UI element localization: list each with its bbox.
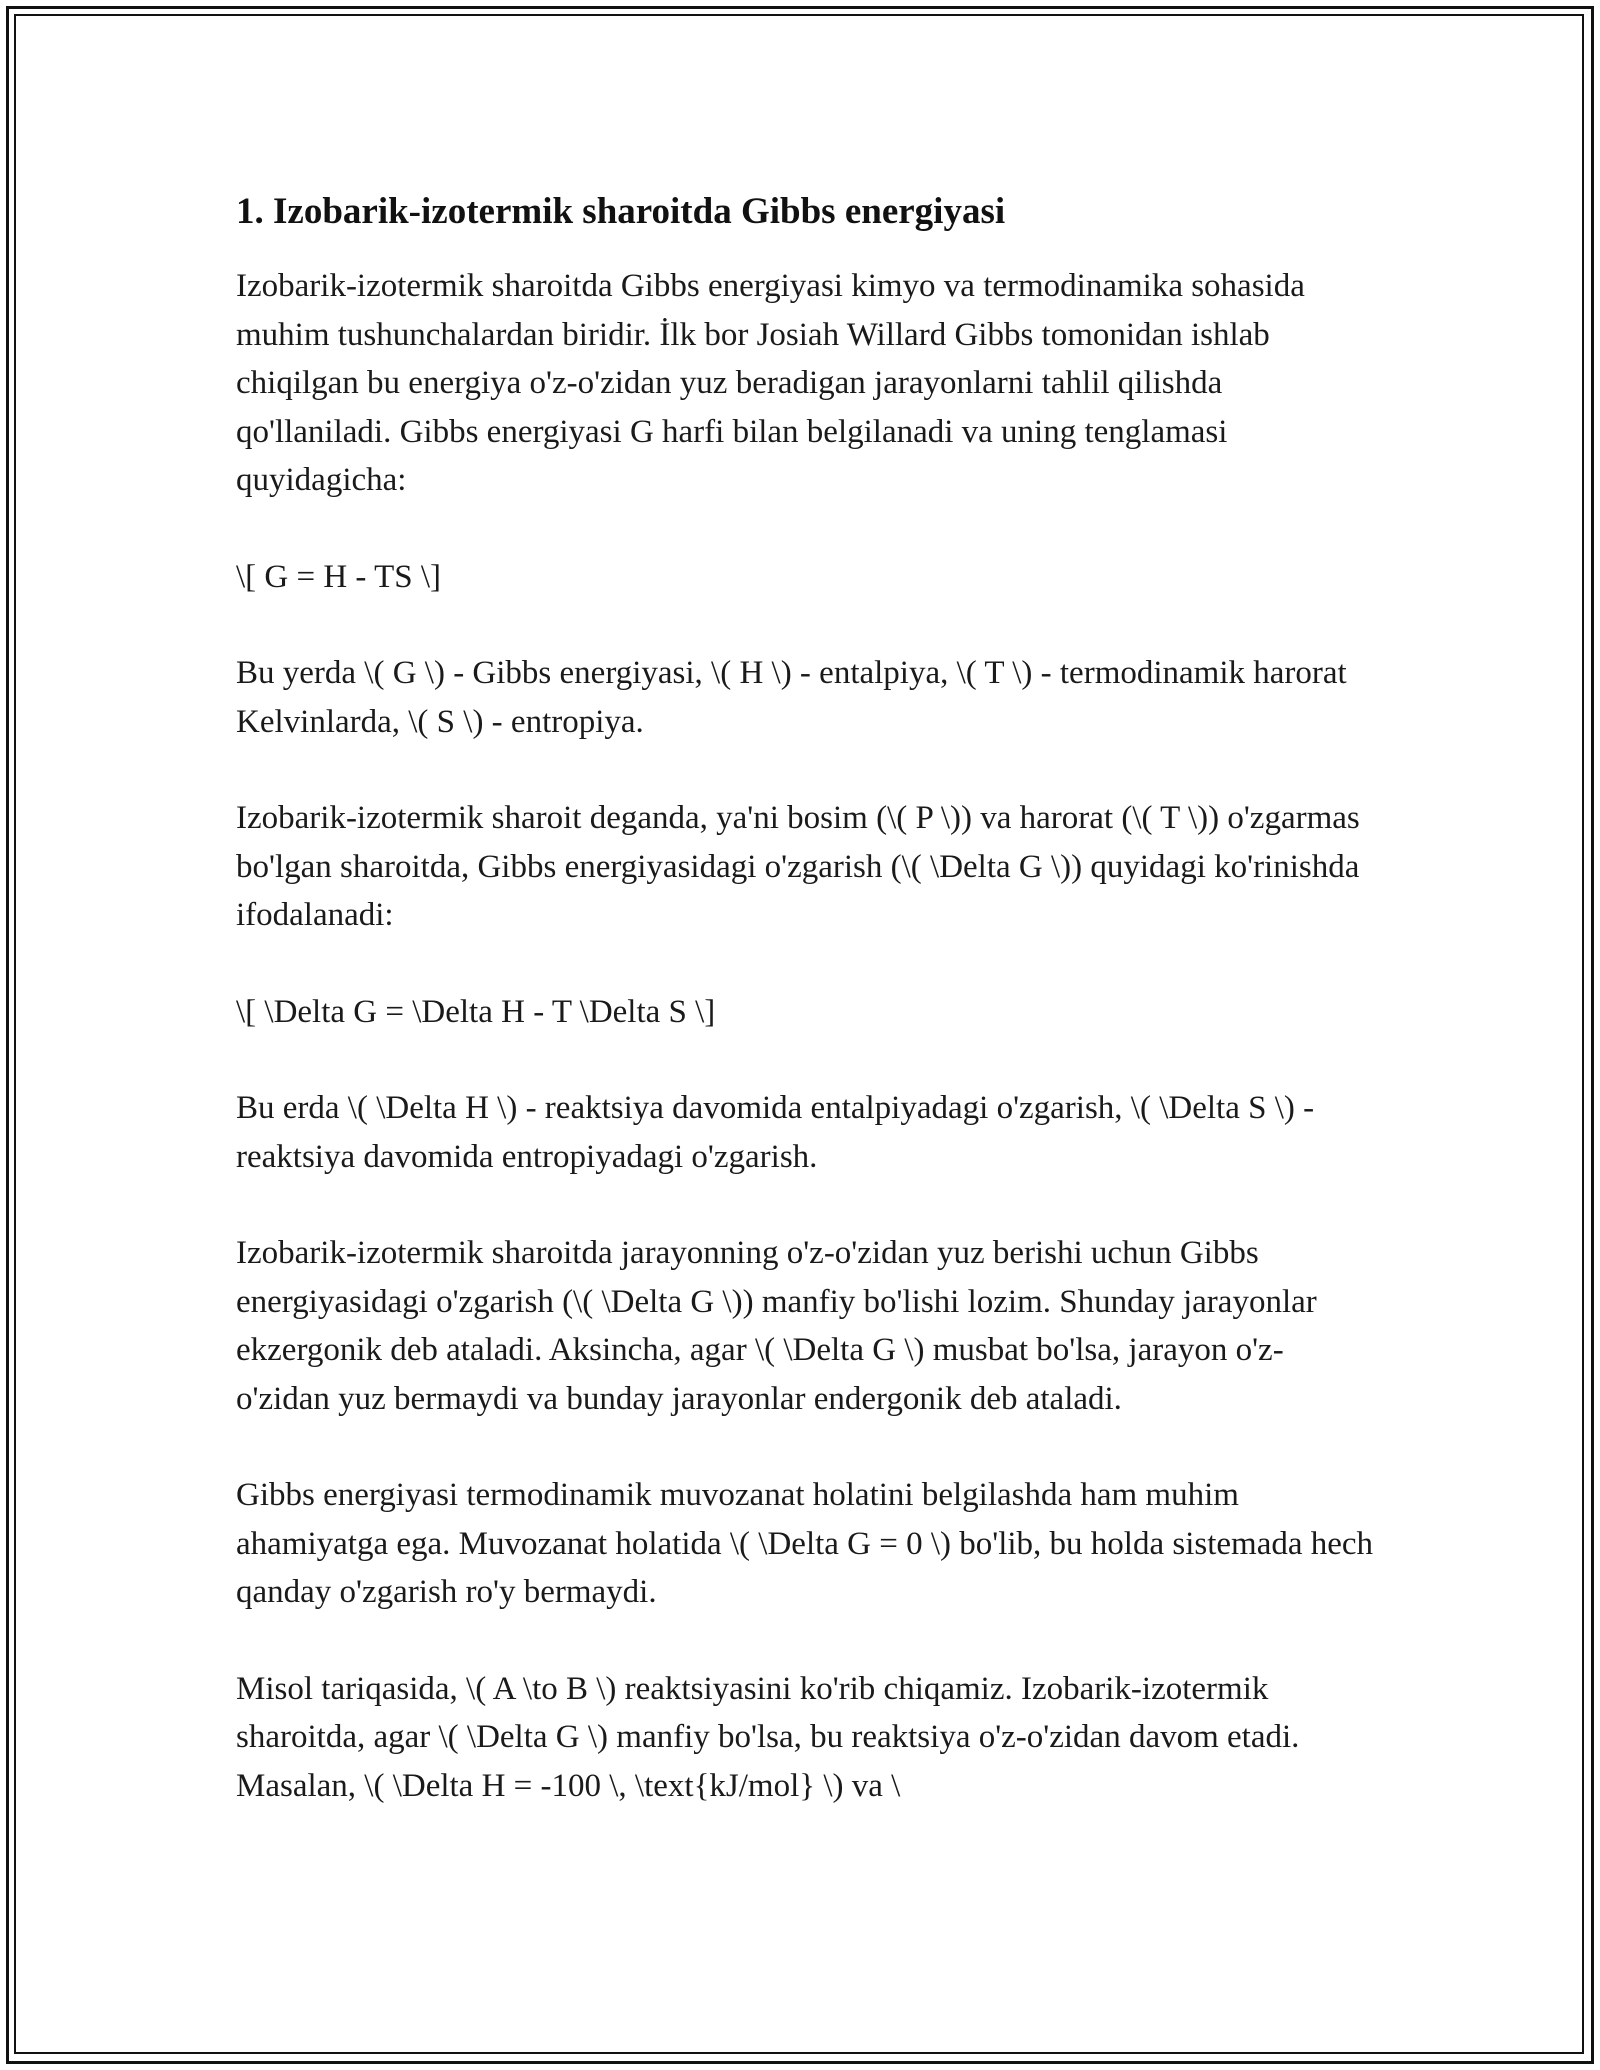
paragraph-delta-definitions: Bu erda \( \Delta H \) - reaktsiya davomida entalpiyadagi o'zgarish, \( \Delta S \) - reaktsiya davomida entropiyadagi o'zgarish. [236,1090,1315,1175]
section-heading: 1. Izobarik-izotermik sharoitda Gibbs energiyasi [236,191,1006,232]
paragraph-isobaric-isothermal: Izobarik-izotermik sharoit deganda, ya'ni bosim (\( P \)) va harorat (\( T \)) o'zgarmas bo'lgan sharoitda, Gibbs energiyasidagi o'zgarish (\( \Delta G \)) quyidagi ko'rinishda ifodalanadi: [236,800,1360,933]
paragraph-example: Misol tariqasida, \( A \to B \) reaktsiyasini ko'rib chiqamiz. Izobarik-izotermik sharoitda, agar \( \Delta G \) manfiy bo'lsa, bu reaktsiya o'z-o'zidan davom etadi. Masalan, \( \Delta H = -100 \, \text{kJ/mol} \) va \ [236,1670,1300,1804]
document-body [236,186,1376,1810]
paragraph-definitions: Bu yerda \( G \) - Gibbs energiyasi, \( H \) - entalpiya, \( T \) - termodinamik harorat Kelvinlarda, \( S \) - entropiya. [236,655,1347,740]
paragraph-spontaneity: Izobarik-izotermik sharoitda jarayonning o'z-o'zidan yuz berishi uchun Gibbs energiyasidagi o'zgarish (\( \Delta G \)) manfiy bo'lishi lozim. Shunday jarayonlar ekzergonik deb ataladi. Aksincha, agar \( \Delta G \) musbat bo'lsa, jarayon o'z-o'zidan yuz bermaydi va bunday jarayonlar endergonik deb ataladi. [236,1235,1317,1417]
equation-delta-gibbs: \[ \Delta G = \Delta H - T \Delta S \] [236,993,716,1030]
paragraph-equilibrium: Gibbs energiyasi termodinamik muvozanat holatini belgilashda ham muhim ahamiyatga ega. Muvozanat holatida \( \Delta G = 0 \) bo'lib, bu holda sistemada hech qanday o'zgarish ro'y bermaydi. [236,1477,1374,1610]
paragraph-intro: Izobarik-izotermik sharoitda Gibbs energiyasi kimyo va termodinamika sohasida muhim tushunchalardan biridir. İlk bor Josiah Willard Gibbs tomonidan ishlab chiqilgan bu energiya o'z-o'zidan yuz beradigan jarayonlarni tahlil qilishda qo'llaniladi. Gibbs energiyasi G harfi bilan belgilanadi va uning tenglamasi quyidagicha: [236,268,1305,498]
equation-gibbs: \[ G = H - TS \] [236,558,441,595]
